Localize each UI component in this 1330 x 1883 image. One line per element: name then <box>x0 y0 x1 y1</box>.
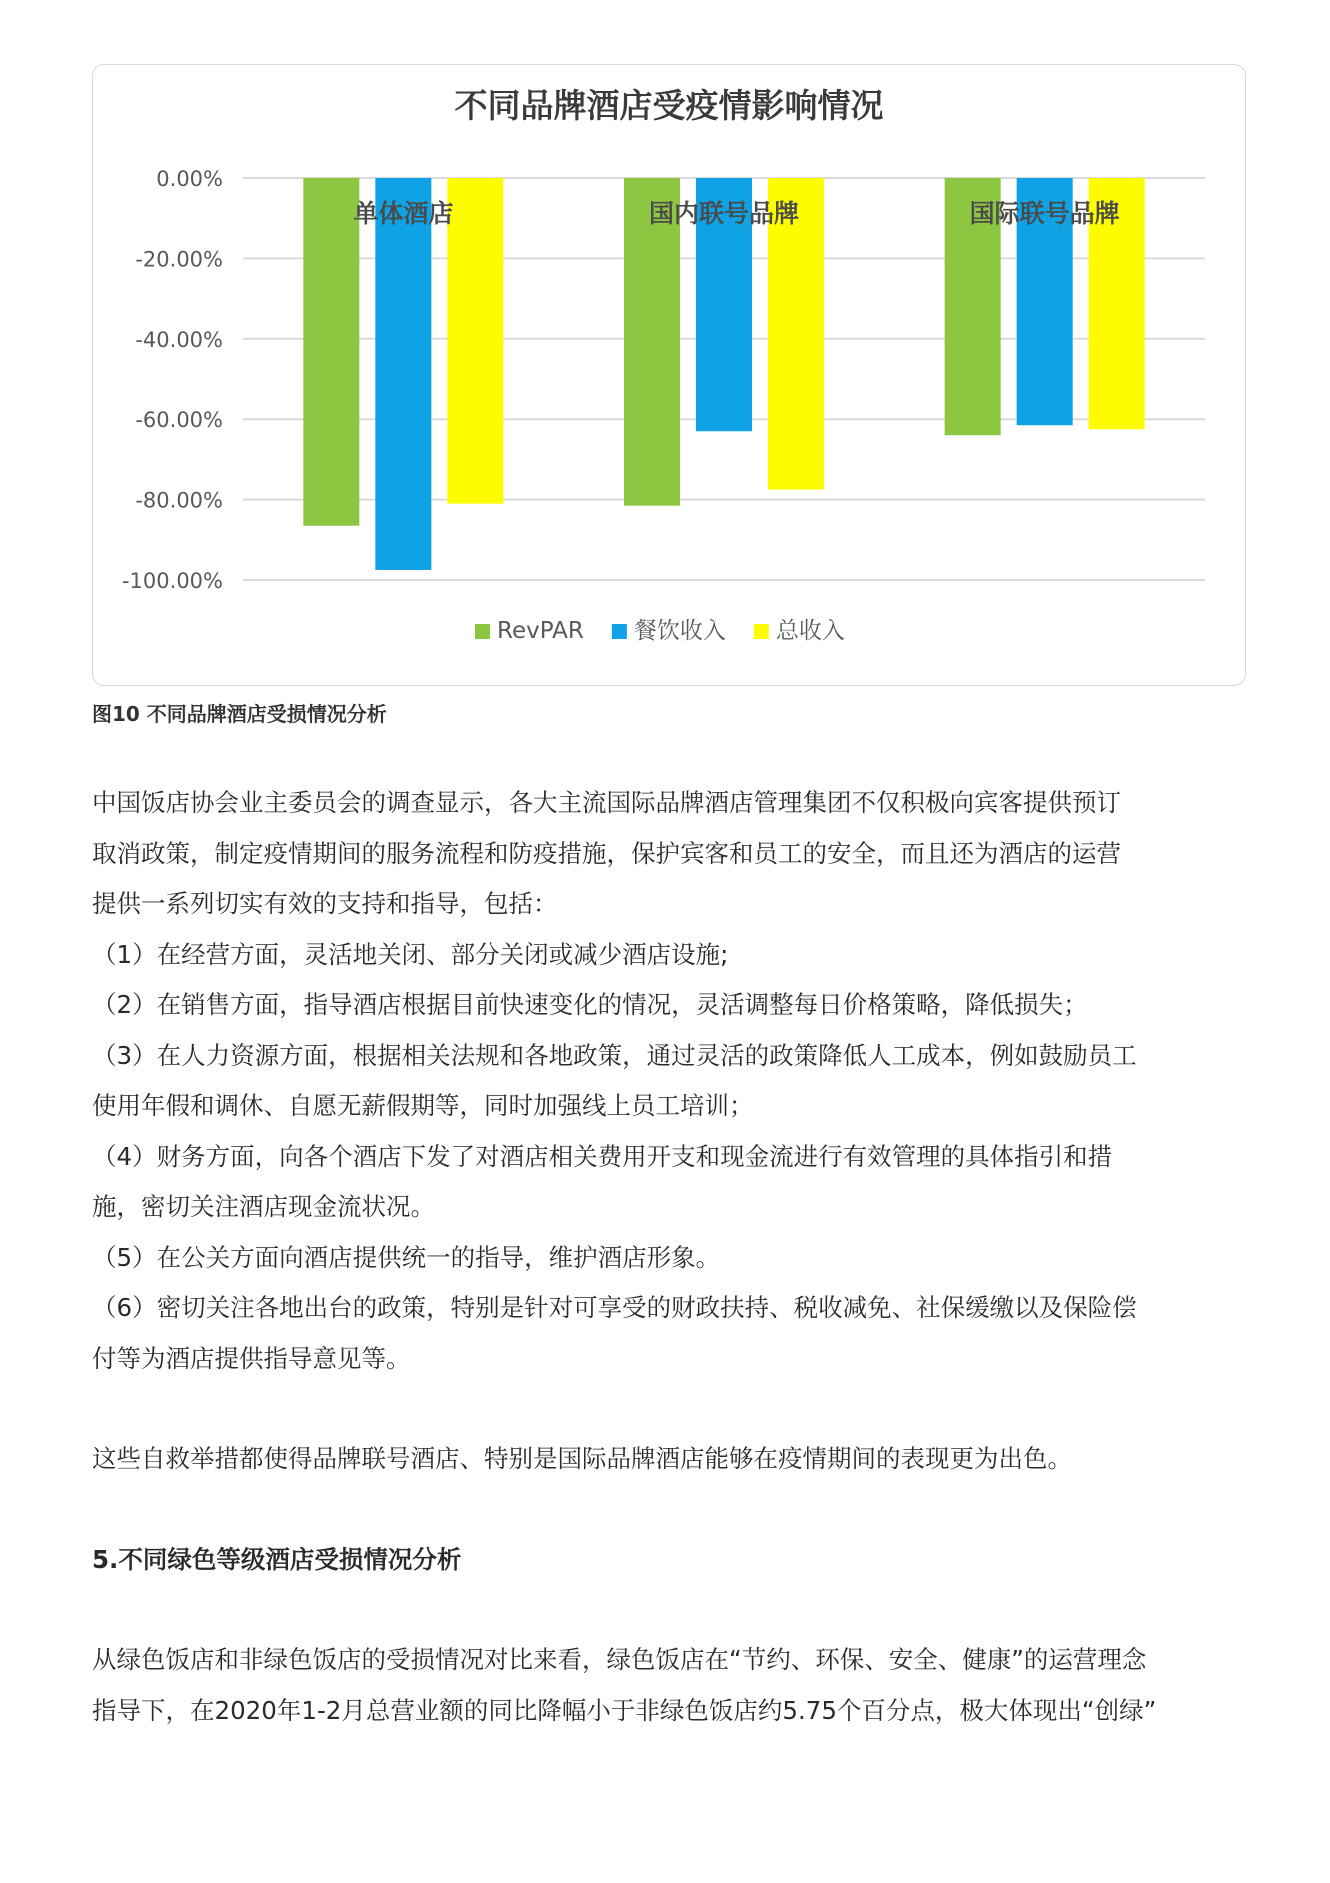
legend-swatch <box>475 624 490 639</box>
y-tick-label: 0.00% <box>156 167 223 191</box>
list-item: 施，密切关注酒店现金流状况。 <box>92 1192 435 1221</box>
bar-chart <box>93 65 1247 687</box>
paragraph-line: 指导下，在2020年1-2月总营业额的同比降幅小于非绿色饭店约5.75个百分点，极大体现出“创绿” <box>92 1695 1157 1725</box>
category-label: 国际联号品牌 <box>969 199 1120 228</box>
paragraph-line: 取消政策，制定疫情期间的服务流程和防疫措施，保护宾客和员工的安全，而且还为酒店的运营 <box>92 838 1121 868</box>
y-axis-ticks <box>122 167 223 593</box>
legend-label: RevPAR <box>497 618 584 644</box>
category-label: 单体酒店 <box>353 199 454 228</box>
legend-swatch <box>612 624 627 639</box>
bar-餐饮收入 <box>375 178 431 570</box>
y-tick-label: -100.00% <box>121 569 223 593</box>
paragraph-line: 这些自救举措都使得品牌联号酒店、特别是国际品牌酒店能够在疫情期间的表现更为出色。 <box>92 1444 1072 1473</box>
paragraph-line: 中国饭店协会业主委员会的调查显示，各大主流国际品牌酒店管理集团不仅积极向宾客提供预订 <box>92 788 1121 817</box>
legend-label: 总收入 <box>775 618 845 644</box>
article-body <box>92 778 1252 1736</box>
list-item: （4）财务方面，向各个酒店下发了对酒店相关费用开支和现金流进行有效管理的具体指引和措 <box>92 1141 1113 1171</box>
paragraph-line: 提供一系列切实有效的支持和指导，包括： <box>92 889 558 918</box>
legend-label: 餐饮收入 <box>633 618 726 644</box>
list-item: 付等为酒店提供指导意见等。 <box>92 1343 411 1373</box>
y-tick-label: -20.00% <box>135 247 223 272</box>
figure-caption: 图10 不同品牌酒店受损情况分析 <box>92 702 387 726</box>
list-item: 使用年假和调休、自愿无薪假期等，同时加强线上员工培训； <box>92 1091 754 1120</box>
chart-legend <box>475 618 845 644</box>
y-tick-label: -80.00% <box>135 488 223 513</box>
list-item: （5）在公关方面向酒店提供统一的指导，维护酒店形象。 <box>92 1242 721 1272</box>
list-item: （6）密切关注各地出台的政策，特别是针对可享受的财政扶持、税收减免、社保缓缴以及保险偿 <box>92 1293 1137 1322</box>
y-tick-label: -40.00% <box>135 327 223 352</box>
list-item: （2）在销售方面，指导酒店根据目前快速变化的情况，灵活调整每日价格策略，降低损失； <box>92 990 1088 1019</box>
paragraph-line: 从绿色饭店和非绿色饭店的受损情况对比来看，绿色饭店在“节约、环保、安全、健康”的运营理念 <box>92 1645 1147 1674</box>
bar-RevPAR <box>303 178 359 526</box>
category-label: 国内联号品牌 <box>648 199 800 228</box>
list-item: （3）在人力资源方面，根据相关法规和各地政策，通过灵活的政策降低人工成本，例如鼓励员工 <box>92 1040 1137 1070</box>
y-tick-label: -60.00% <box>135 408 223 433</box>
chart-title: 不同品牌酒店受疫情影响情况 <box>454 86 884 125</box>
legend-swatch <box>754 624 769 639</box>
list-item: （1）在经营方面，灵活地关闭、部分关闭或减少酒店设施; <box>92 939 729 969</box>
section-heading: 5.不同绿色等级酒店受损情况分析 <box>92 1544 462 1574</box>
chart-bars <box>303 178 1144 570</box>
bar-chart-card <box>92 64 1246 686</box>
bar-总收入 <box>447 178 503 504</box>
